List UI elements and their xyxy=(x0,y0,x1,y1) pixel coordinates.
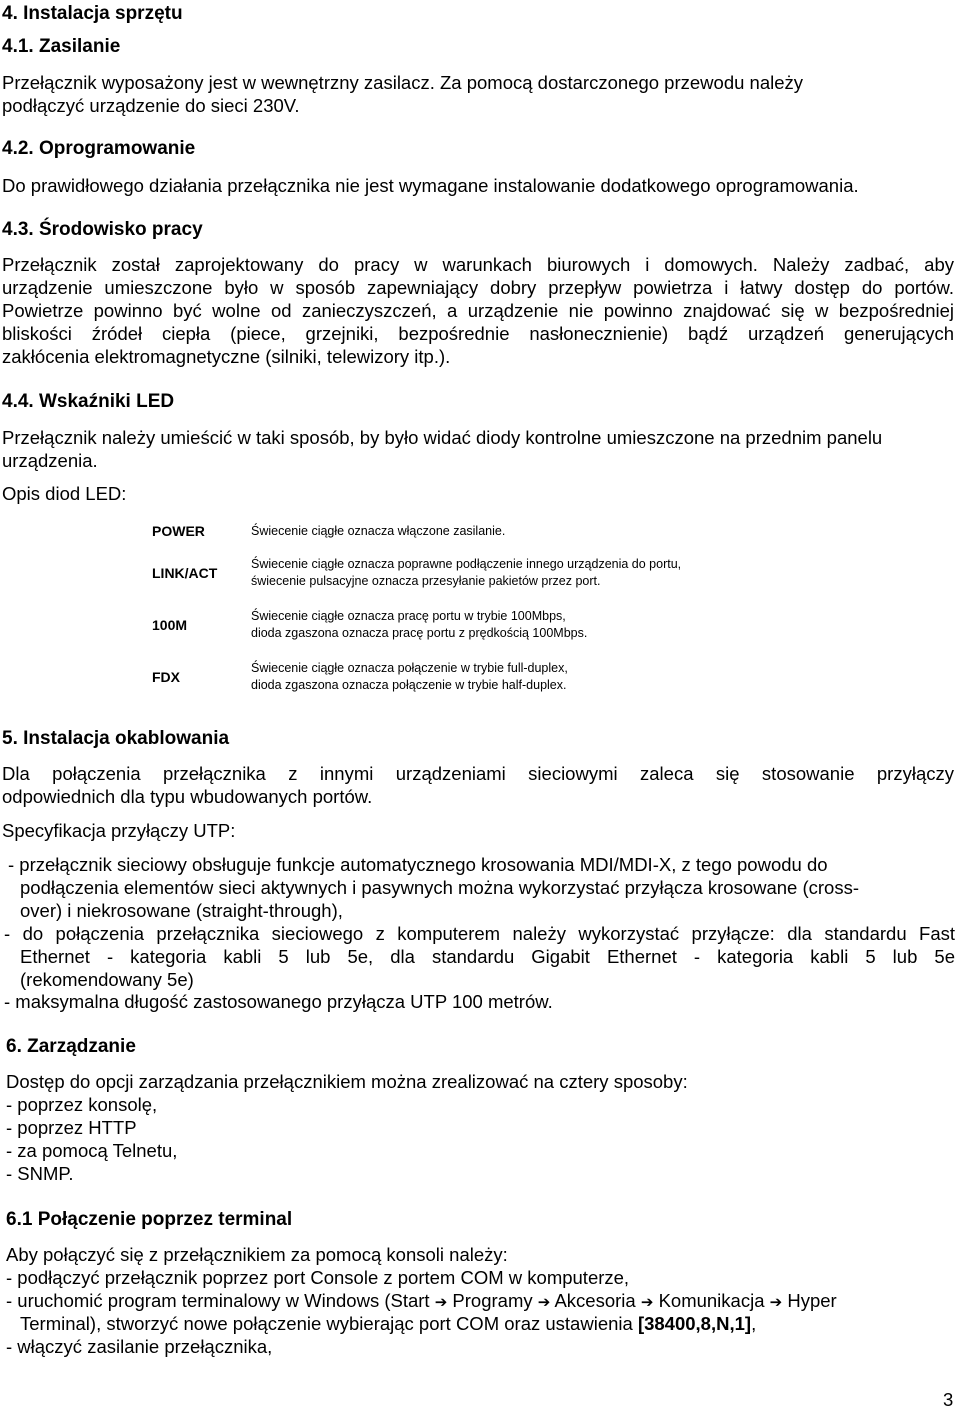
section-4-2-heading: 4.2. Oprogramowanie xyxy=(2,138,196,159)
env-line-2: urządzenie umieszczone było w sposób zapewniający dobry przepływ powietrza i łatwy dostęp do portów. xyxy=(2,277,954,298)
management-way-1: - poprzez konsolę, xyxy=(6,1094,158,1115)
utp-bullet-2-line2: Ethernet - kategoria kabli 5 lub 5e, dla standardu Gigabit Ethernet - kategoria kabli 5 lub 5e xyxy=(20,946,955,967)
led-label-link-act: LINK/ACT xyxy=(152,565,218,581)
arrow-right-icon: ➔ xyxy=(769,1294,783,1311)
env-line-1: Przełącznik został zaprojektowany do pracy w warunkach biurowych i domowych. Należy zadbać, aby xyxy=(2,254,954,275)
arrow-right-icon: ➔ xyxy=(537,1294,551,1311)
utp-bullet-1-line1: - przełącznik sieciowy obsługuje funkcje automatycznego krosowania MDI/MDI-X, z tego powodu do xyxy=(8,854,828,875)
led-paragraph-line1: Przełącznik należy umieścić w taki sposób, by było widać diody kontrolne umieszczone na przednim panelu xyxy=(2,427,883,448)
section-4-4-heading: 4.4. Wskaźniki LED xyxy=(2,391,175,412)
management-intro: Dostęp do opcji zarządzania przełącznikiem można zrealizować na cztery sposoby: xyxy=(6,1071,688,1092)
utp-bullet-2-line3: (rekomendowany 5e) xyxy=(20,969,194,990)
menu-item-komunikacja: Komunikacja xyxy=(658,1290,765,1311)
utp-bullet-1-line2: podłączenia elementów sieci aktywnych i pasywnych można wykorzystać przyłącza krosowane (cross- xyxy=(20,877,859,898)
section-4-heading: 4. Instalacja sprzętu xyxy=(2,3,183,24)
menu-item-programy: Programy xyxy=(452,1290,533,1311)
cabling-intro-line2: odpowiednich dla typu wbudowanych portów. xyxy=(2,786,373,807)
terminal-step-2-comma: , xyxy=(751,1313,757,1334)
led-paragraph-line2: urządzenia. xyxy=(2,450,98,471)
led-desc-100m-line1: Świecenie ciągłe oznacza pracę portu w trybie 100Mbps, xyxy=(251,609,566,623)
terminal-step-2-line2 xyxy=(20,1313,756,1335)
utp-bullet-3: - maksymalna długość zastosowanego przyłącza UTP 100 metrów. xyxy=(4,991,553,1012)
section-6-1-heading: 6.1 Połączenie poprzez terminal xyxy=(6,1209,293,1230)
led-description-label: Opis diod LED: xyxy=(2,483,127,504)
section-4-1-heading: 4.1. Zasilanie xyxy=(2,36,121,57)
menu-item-hyper: Hyper xyxy=(787,1290,837,1311)
utp-spec-label: Specyfikacja przyłączy UTP: xyxy=(2,820,236,841)
terminal-settings-value: [38400,8,N,1] xyxy=(637,1313,752,1334)
management-way-4: - SNMP. xyxy=(6,1163,74,1184)
terminal-step-1: - podłączyć przełącznik poprzez port Console z portem COM w komputerze, xyxy=(6,1267,630,1288)
led-desc-link-line1: Świecenie ciągłe oznacza poprawne podłączenie innego urządzenia do portu, xyxy=(251,557,682,571)
led-desc-link-line2: świecenie pulsacyjne oznacza przesyłanie pakietów przez port. xyxy=(251,574,601,588)
led-desc-power-line1: Świecenie ciągłe oznacza włączone zasilanie. xyxy=(251,524,506,538)
section-6-heading: 6. Zarządzanie xyxy=(6,1036,136,1057)
arrow-right-icon: ➔ xyxy=(640,1294,654,1311)
led-desc-fdx-line2: dioda zgaszona oznacza połączenie w trybie half-duplex. xyxy=(251,678,567,692)
terminal-step-2-line1 xyxy=(6,1290,837,1312)
utp-bullet-1-line3: over) i niekrosowane (straight-through), xyxy=(20,900,343,921)
management-way-2: - poprzez HTTP xyxy=(6,1117,137,1138)
paragraph-zasilanie-line1 xyxy=(2,72,954,94)
section-5-heading: 5. Instalacja okablowania xyxy=(2,728,230,749)
led-label-power: POWER xyxy=(152,523,205,539)
section-4-3-heading: 4.3. Środowisko pracy xyxy=(2,219,203,240)
led-desc-100m-line2: dioda zgaszona oznacza pracę portu z prędkością 100Mbps. xyxy=(251,626,588,640)
led-label-100m: 100M xyxy=(152,617,188,633)
env-line-4: bliskości źródeł ciepła (piece, grzejniki, bezpośrednie nasłonecznienie) bądź urządzeń generujących xyxy=(2,323,954,344)
page-number: 3 xyxy=(943,1389,954,1410)
text-line: Przełącznik wyposażony jest w wewnętrzny zasilacz. Za pomocą dostarczonego przewodu należy xyxy=(2,72,804,93)
cabling-intro-line1: Dla połączenia przełącznika z innymi urządzeniami sieciowymi zaleca się stosowanie przyłączy xyxy=(2,763,954,784)
utp-bullet-2-line1: - do połączenia przełącznika sieciowego z komputerem należy wykorzystać przyłącze: dla standardu Fast xyxy=(4,923,955,944)
terminal-intro: Aby połączyć się z przełącznikiem za pomocą konsoli należy: xyxy=(6,1244,508,1265)
terminal-step-3: - włączyć zasilanie przełącznika, xyxy=(6,1336,273,1357)
management-way-3: - za pomocą Telnetu, xyxy=(6,1140,178,1161)
paragraph-zasilanie-line2: podłączyć urządzenie do sieci 230V. xyxy=(2,95,300,116)
terminal-step-2-prefix: - uruchomić program terminalowy w Windows (Start xyxy=(6,1290,430,1311)
terminal-step-2-text: Terminal), stworzyć nowe połączenie wybierając port COM oraz ustawienia xyxy=(20,1313,638,1334)
arrow-right-icon: ➔ xyxy=(434,1294,448,1311)
menu-item-akcesoria: Akcesoria xyxy=(554,1290,636,1311)
paragraph-oprogramowanie: Do prawidłowego działania przełącznika nie jest wymagane instalowanie dodatkowego oprogramowania. xyxy=(2,175,859,196)
env-line-3: Powietrze powinno być wolne od zanieczyszczeń, a urządzenie nie powinno znajdować się w bezpośredniej xyxy=(2,300,954,321)
led-label-fdx: FDX xyxy=(152,669,180,685)
env-line-5: zakłócenia elektromagnetyczne (silniki, telewizory itp.). xyxy=(2,346,451,367)
led-desc-fdx-line1: Świecenie ciągłe oznacza połączenie w trybie full-duplex, xyxy=(251,661,568,675)
